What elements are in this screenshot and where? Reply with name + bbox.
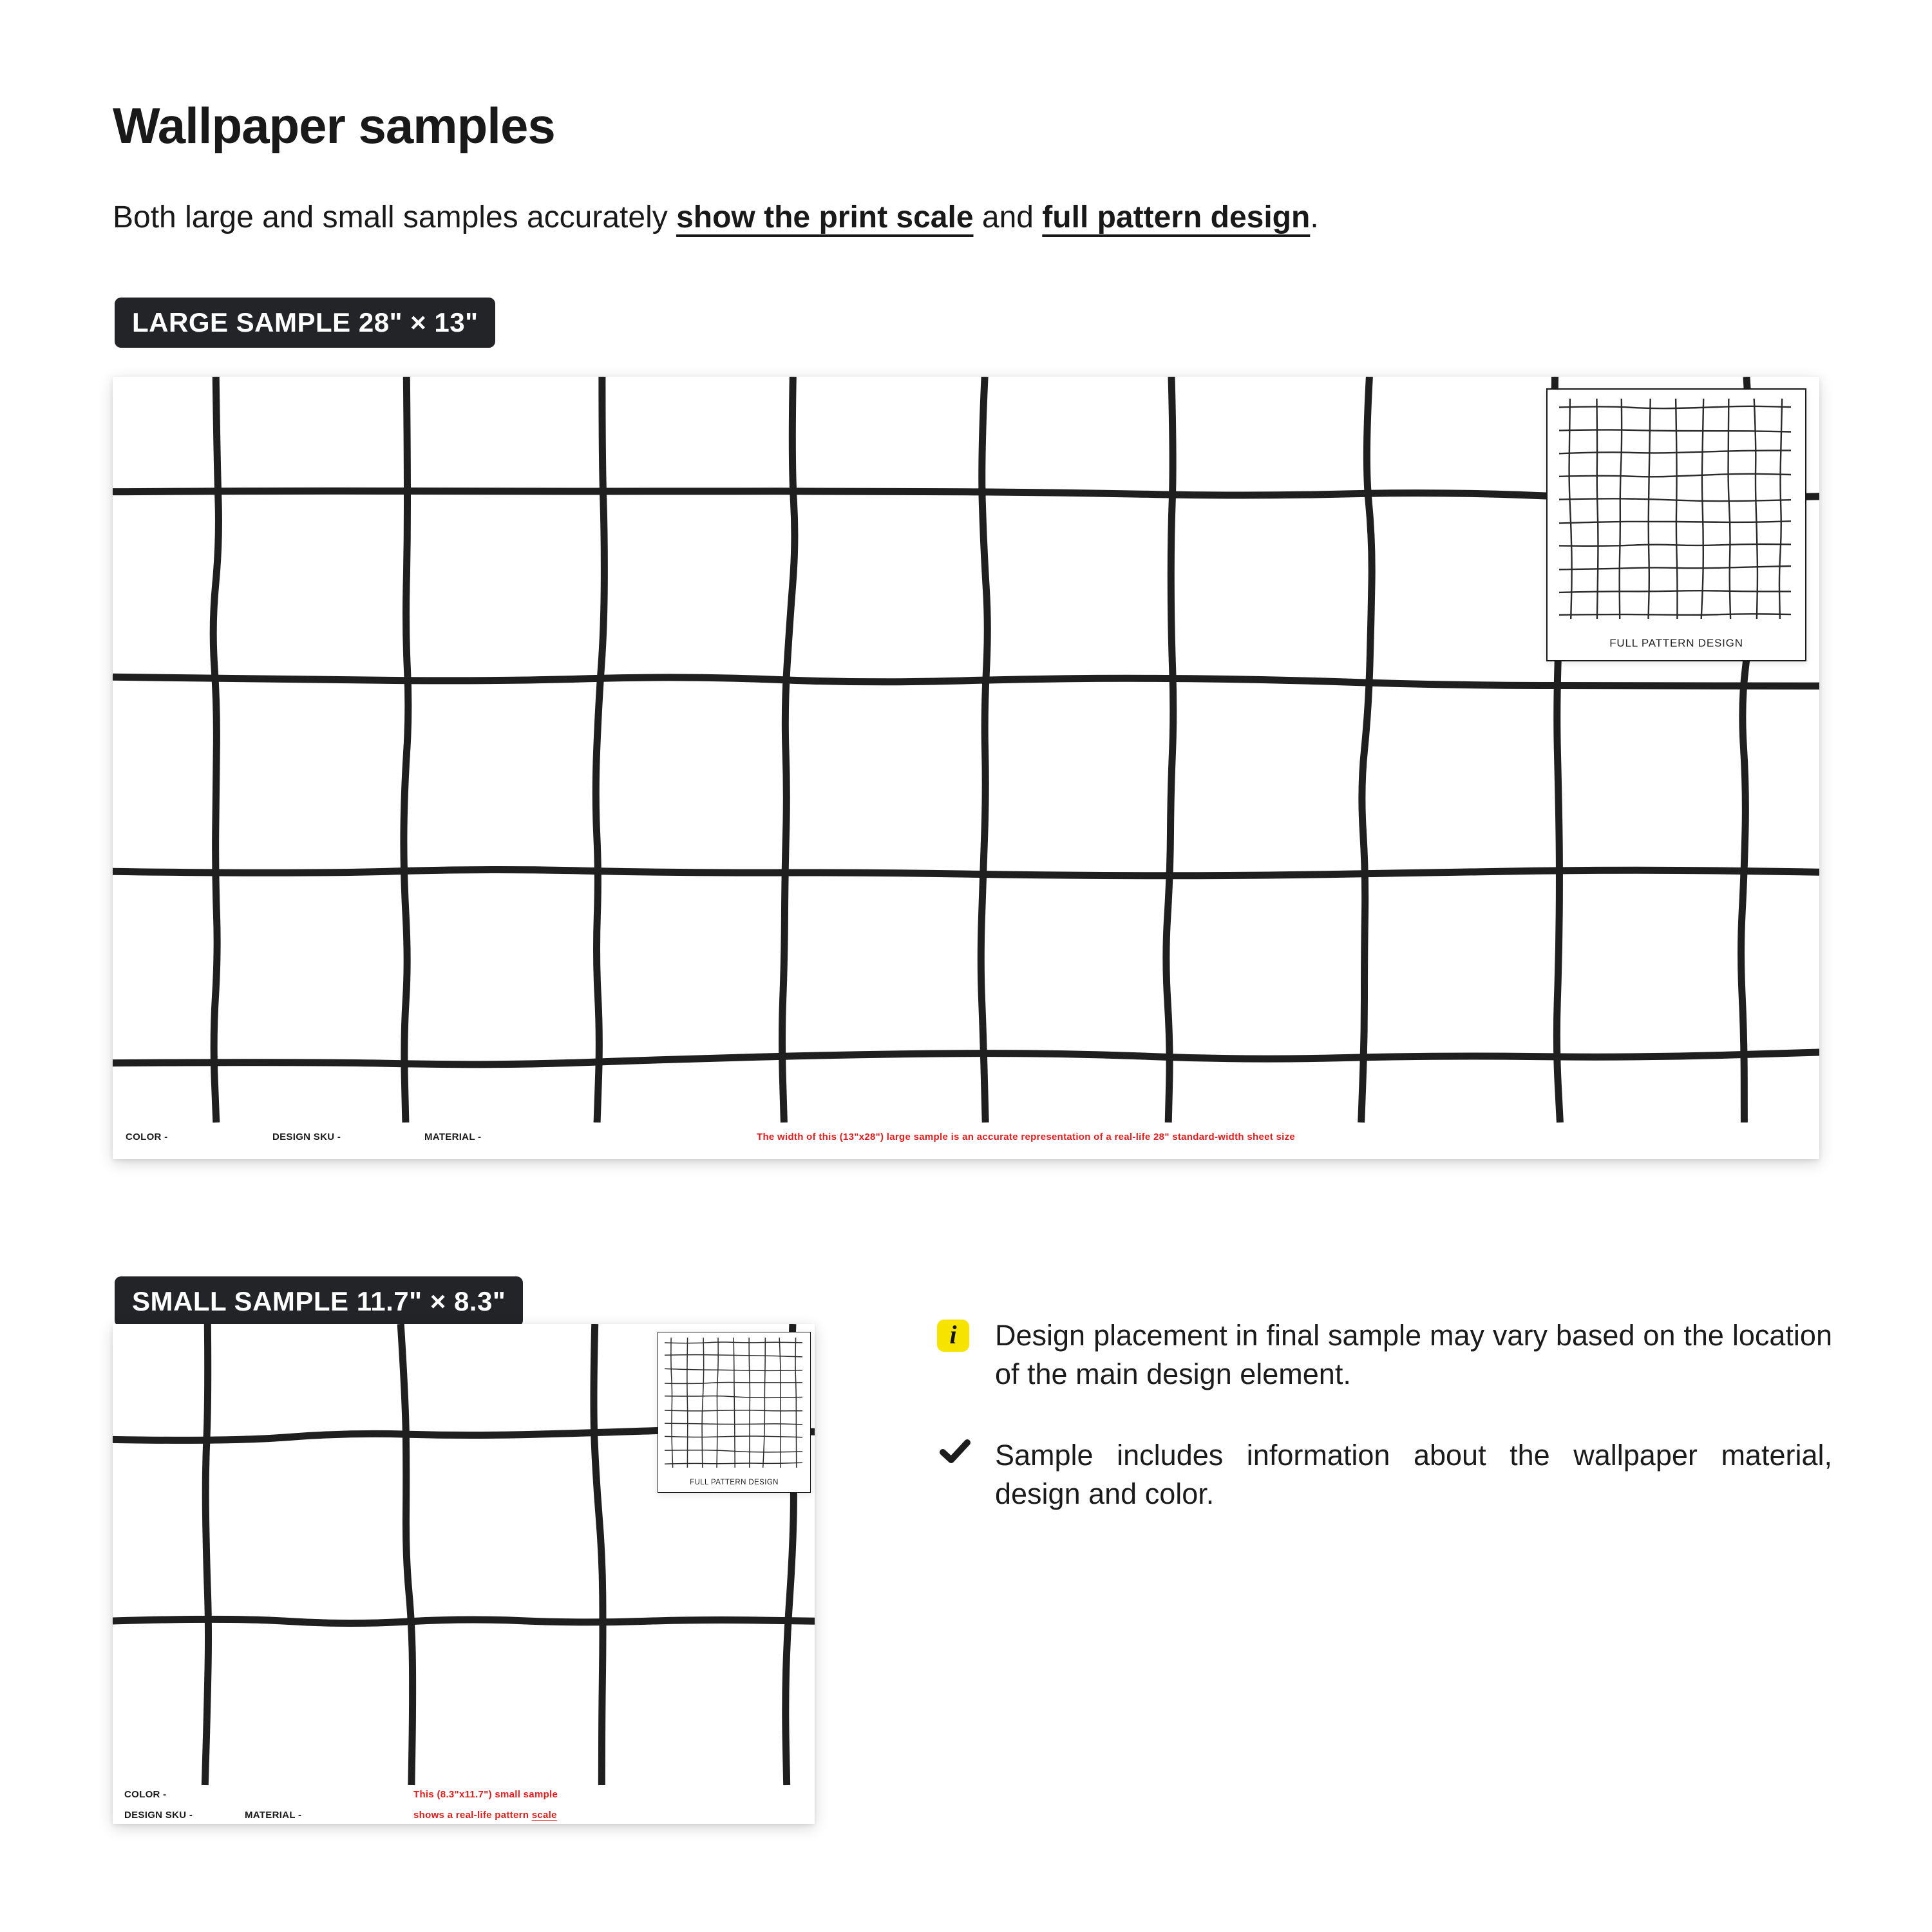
color-label: COLOR - [126, 1132, 168, 1142]
small-sample-size-note-line1: This (8.3"x11.7") small sample [413, 1789, 558, 1800]
subtitle-prefix: Both large and small samples accurately [113, 200, 677, 234]
small-sample-size-note-scale-word: scale [531, 1810, 557, 1821]
large-sample-size-note: The width of this (13"x28") large sample is an accurate representation of a real-life 28" standard-width sheet size [757, 1132, 1296, 1142]
material-label: MATERIAL - [245, 1810, 302, 1821]
large-sample-badge: LARGE SAMPLE 28" × 13" [115, 298, 495, 348]
info-note-material: Sample includes information about the wallpaper material, design and color. [995, 1439, 1832, 1510]
small-sample-size-note-line2 [413, 1810, 557, 1821]
full-pattern-design-label: FULL PATTERN DESIGN [1609, 637, 1743, 649]
small-sample-image [113, 1324, 815, 1824]
design-sku-label: DESIGN SKU - [124, 1810, 193, 1821]
subtitle-suffix: . [1310, 200, 1319, 234]
full-pattern-grid [658, 1332, 809, 1491]
check-icon [939, 1439, 971, 1464]
info-note-placement: Design placement in final sample may vary based on the location of the main design element. [995, 1319, 1832, 1390]
subtitle-middle: and [973, 200, 1043, 234]
full-pattern-design-label: FULL PATTERN DESIGN [690, 1479, 779, 1486]
small-sample-badge: SMALL SAMPLE 11.7" × 8.3" [115, 1276, 523, 1327]
material-label: MATERIAL - [424, 1132, 482, 1142]
full-pattern-grid [1548, 390, 1803, 658]
page-title: Wallpaper samples [113, 97, 555, 154]
subtitle [113, 200, 1319, 235]
small-sample-size-note-line2-prefix: shows a real-life pattern [413, 1810, 532, 1821]
color-label: COLOR - [124, 1789, 167, 1800]
small-sample-full-pattern-thumbnail [658, 1332, 811, 1493]
design-sku-label: DESIGN SKU - [272, 1132, 341, 1142]
subtitle-emphasis-full-pattern: full pattern design [1042, 200, 1311, 234]
large-sample-image [113, 377, 1819, 1159]
large-sample-full-pattern-thumbnail [1546, 388, 1806, 661]
subtitle-emphasis-print-scale: show the print scale [676, 200, 974, 234]
info-icon: i [937, 1320, 969, 1352]
